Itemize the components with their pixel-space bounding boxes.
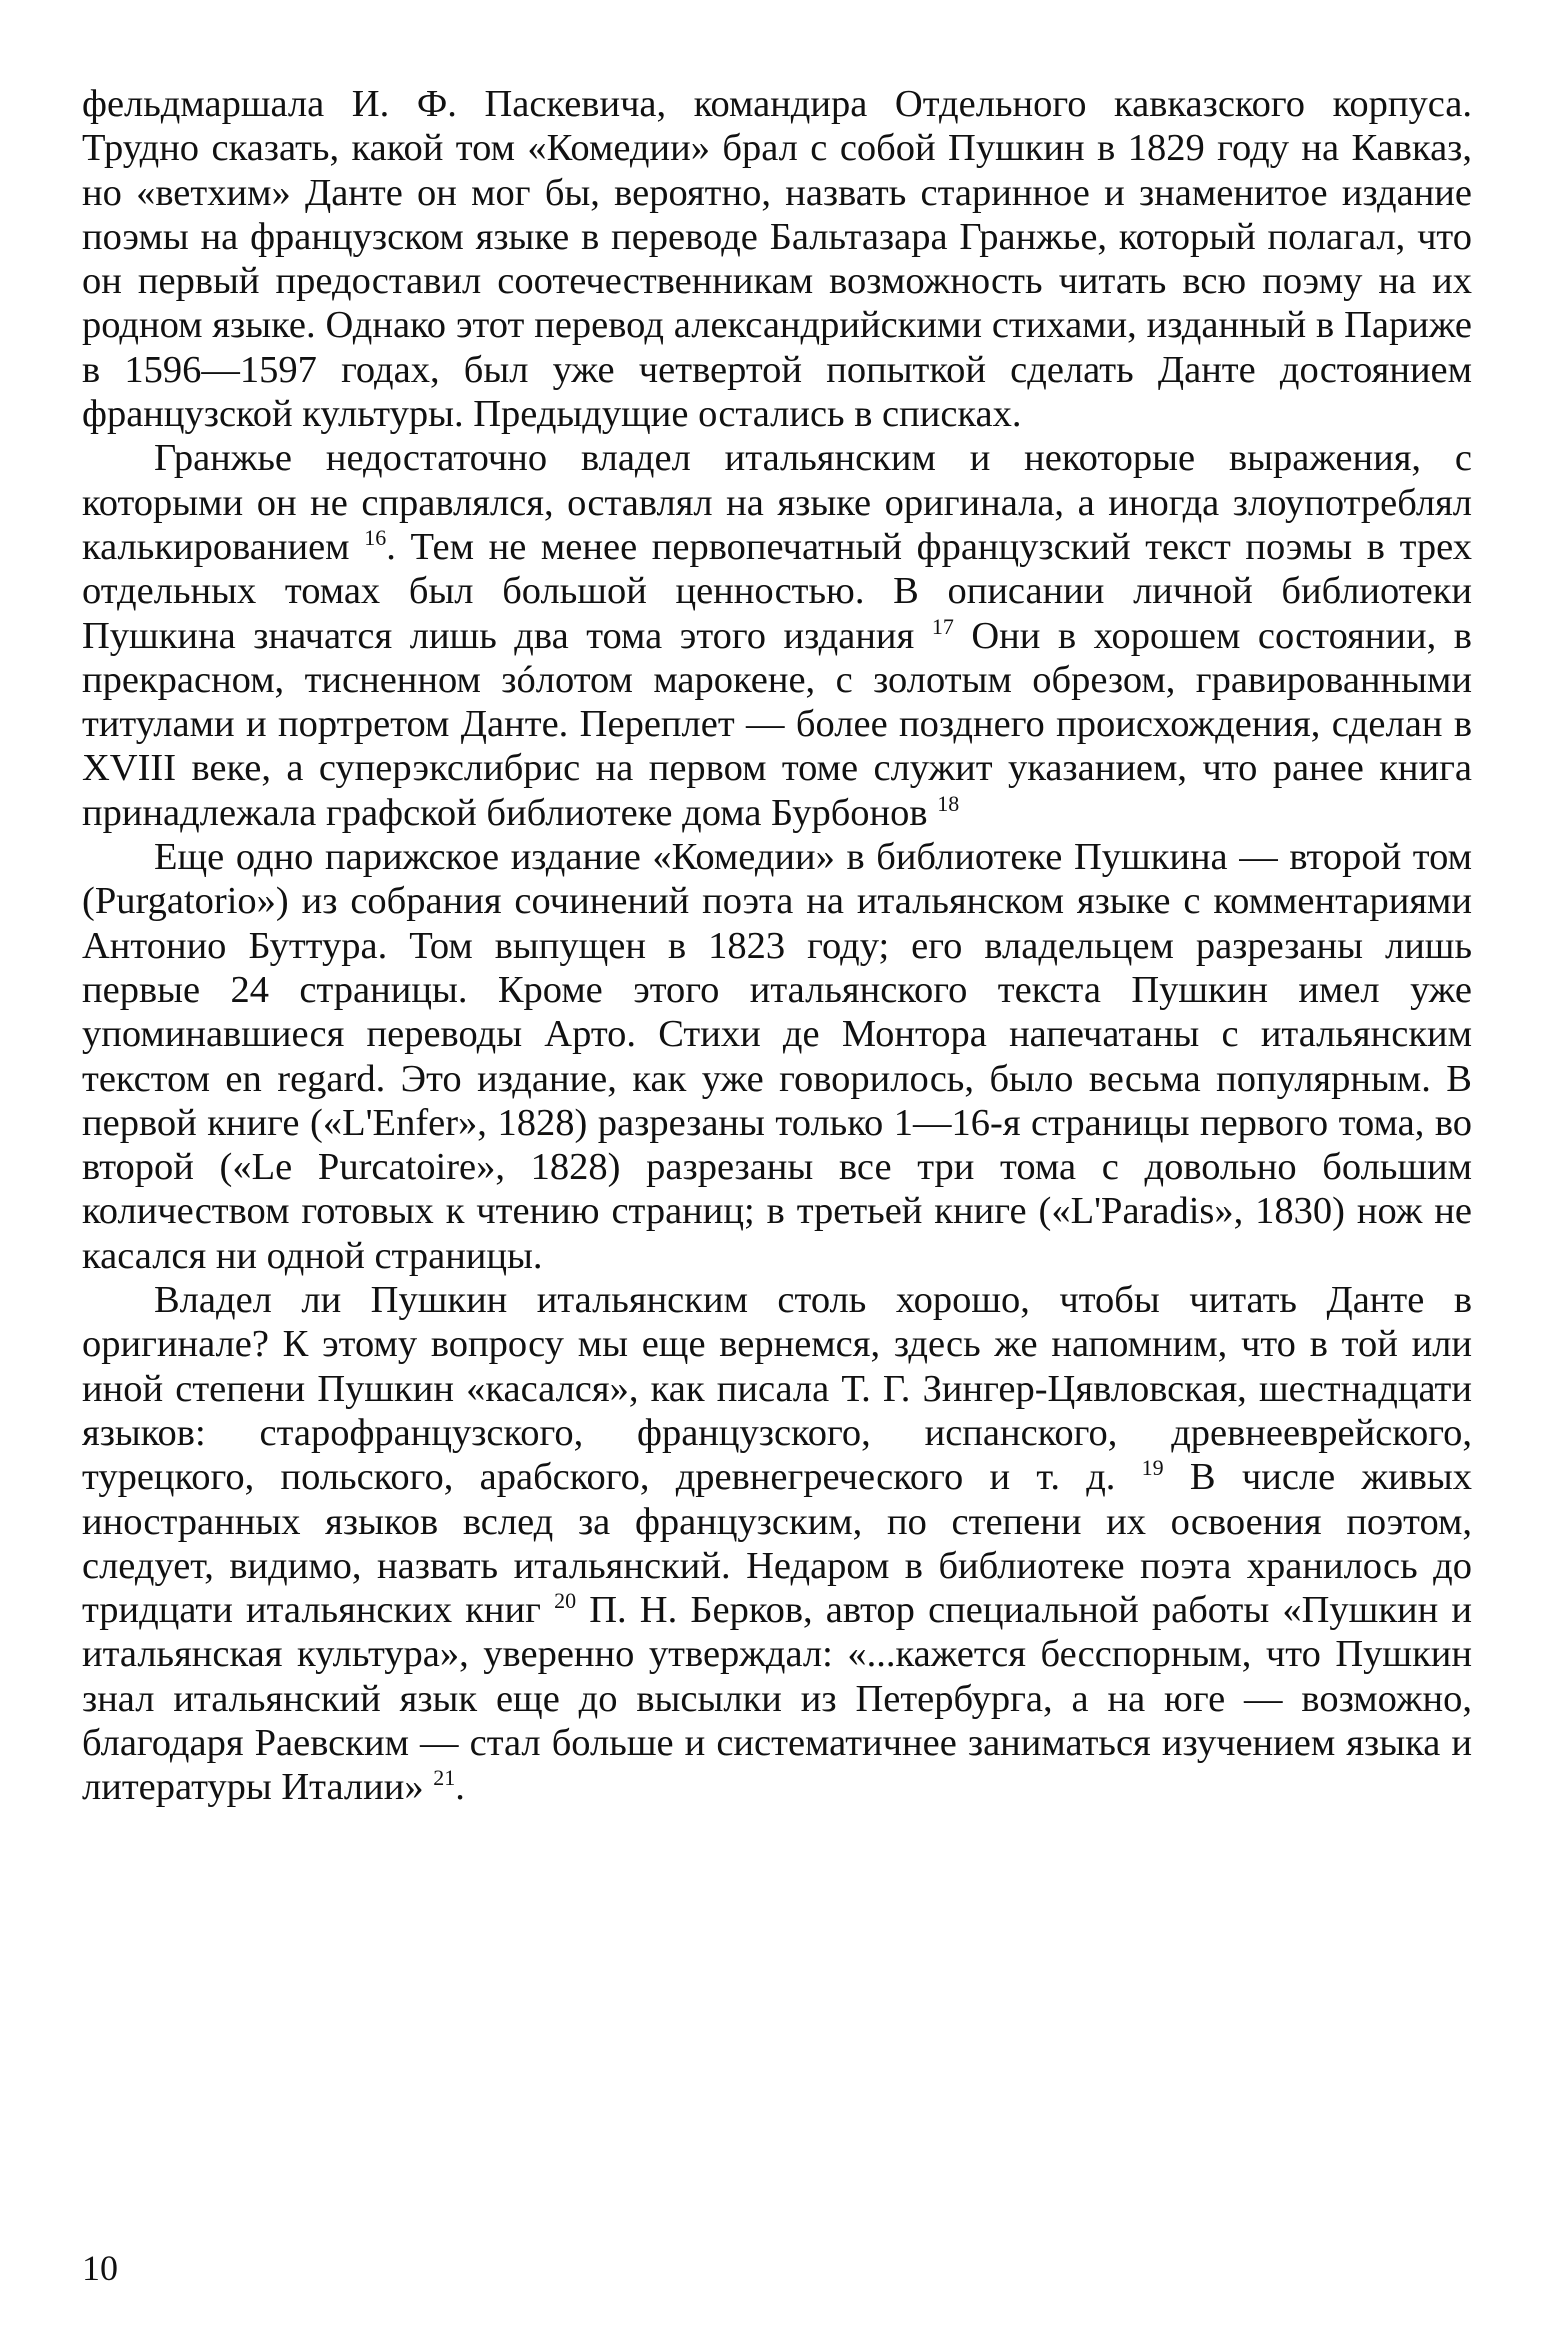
page-number: 10 xyxy=(82,2248,118,2288)
paragraph-2 xyxy=(82,436,1472,835)
footnote-ref-17[interactable]: 17 xyxy=(931,613,954,639)
footnote-ref-18[interactable]: 18 xyxy=(937,790,960,816)
footnote-ref-20[interactable]: 20 xyxy=(554,1588,577,1614)
footnote-ref-16[interactable]: 16 xyxy=(364,525,387,551)
paragraph-4-text-b: В числе живых иностранных языков вслед за французским, по степени их освоения поэтом, следует, видимо, назвать итальянский. Недаром в библиотеке поэта хранилось до тридцати итальянских книг xyxy=(82,1456,1472,1632)
paragraph-3-text: Еще одно парижское издание «Комедии» в библиотеке Пушкина — второй том (Purgatorio») из собрания сочинений поэта на итальянском языке с комментариями Антонио Буттура. Том выпущен в 1823 году; его владельцем разрезаны лишь первые 24 страницы. Кроме этого итальянского текста Пушкин имел уже упоминавшиеся переводы Арто. Стихи де Монтора напечатаны с итальянским текстом en regard. Это издание, как уже говорилось, было весьма популярным. В первой книге («L'Enfer», 1828) разрезаны только 1—16-я страницы первого тома, во второй («Le Purcatoire», 1828) разрезаны все три тома с довольно большим количеством готовых к чтению страниц; в третьей книге («L'Paradis», 1830) нож не касался ни одной страницы. xyxy=(82,836,1472,1277)
paragraph-2-text-b: . Тем не менее первопечатный французский текст поэмы в трех отдельных томах был большой ценностью. В описании личной библиотеки Пушкина значатся лишь два тома этого издания xyxy=(82,525,1472,657)
paragraph-2-text-a: Гранжье недостаточно владел итальянским и некоторые выражения, с которыми он не справлялся, оставлял на языке оригинала, а иногда злоупотреблял калькированием xyxy=(82,437,1472,568)
paragraph-4-text-c: П. Н. Берков, автор специальной работы «Пушкин и итальянская культура», уверенно утверждал: «...кажется бесспорным, что Пушкин знал итальянский язык еще до высылки из Петербурга, а на юге — возможно, благодаря Раевским — стал больше и систематичнее заниматься изучением языка и литературы Италии» xyxy=(82,1589,1472,1809)
paragraph-4-text-a: Владел ли Пушкин итальянским столь хорошо, чтобы читать Данте в оригинале? К этому вопросу мы еще вернемся, здесь же напомним, что в той или иной степени Пушкин «касался», как писала Т. Г. Зингер-Цявловская, шестнадцати языков: старофранцузского, французского, испанского, древнееврейского, турецкого, польского, арабского, древнегреческого и т. д. xyxy=(82,1279,1472,1499)
footnote-ref-19[interactable]: 19 xyxy=(1141,1455,1164,1481)
paragraph-1-text: фельдмаршала И. Ф. Паскевича, командира Отдельного кавказского корпуса. Трудно сказать, какой том «Комедии» брал с собой Пушкин в 1829 году на Кавказ, но «ветхим» Данте он мог бы, вероятно, назвать старинное и знаменитое издание поэмы на французском языке в переводе Бальтазара Гранжье, который полагал, что он первый предоставил соотечественникам возможность читать всю поэму на их родном языке. Однако этот перевод александрийскими стихами, изданный в Париже в 1596—1597 годах, был уже четвертой попыткой сделать Данте достоянием французской культуры. Предыдущие остались в списках. xyxy=(82,83,1472,436)
footnote-ref-21[interactable]: 21 xyxy=(433,1765,456,1791)
page-body xyxy=(82,82,1472,1810)
paragraph-2-text-c: Они в хорошем состоянии, в прекрасном, тисненном зóлотом марокене, с золотым обрезом, гравированными титулами и портретом Данте. Переплет — более позднего происхождения, сделан в XVIII веке, а суперэкслибрис на первом томе служит указанием, что ранее книга принадлежала графской библиотеке дома Бурбонов xyxy=(82,614,1472,834)
paragraph-3 xyxy=(82,835,1472,1278)
paragraph-4 xyxy=(82,1278,1472,1810)
paragraph-1 xyxy=(82,82,1472,436)
paragraph-4-text-d: . xyxy=(455,1766,465,1809)
